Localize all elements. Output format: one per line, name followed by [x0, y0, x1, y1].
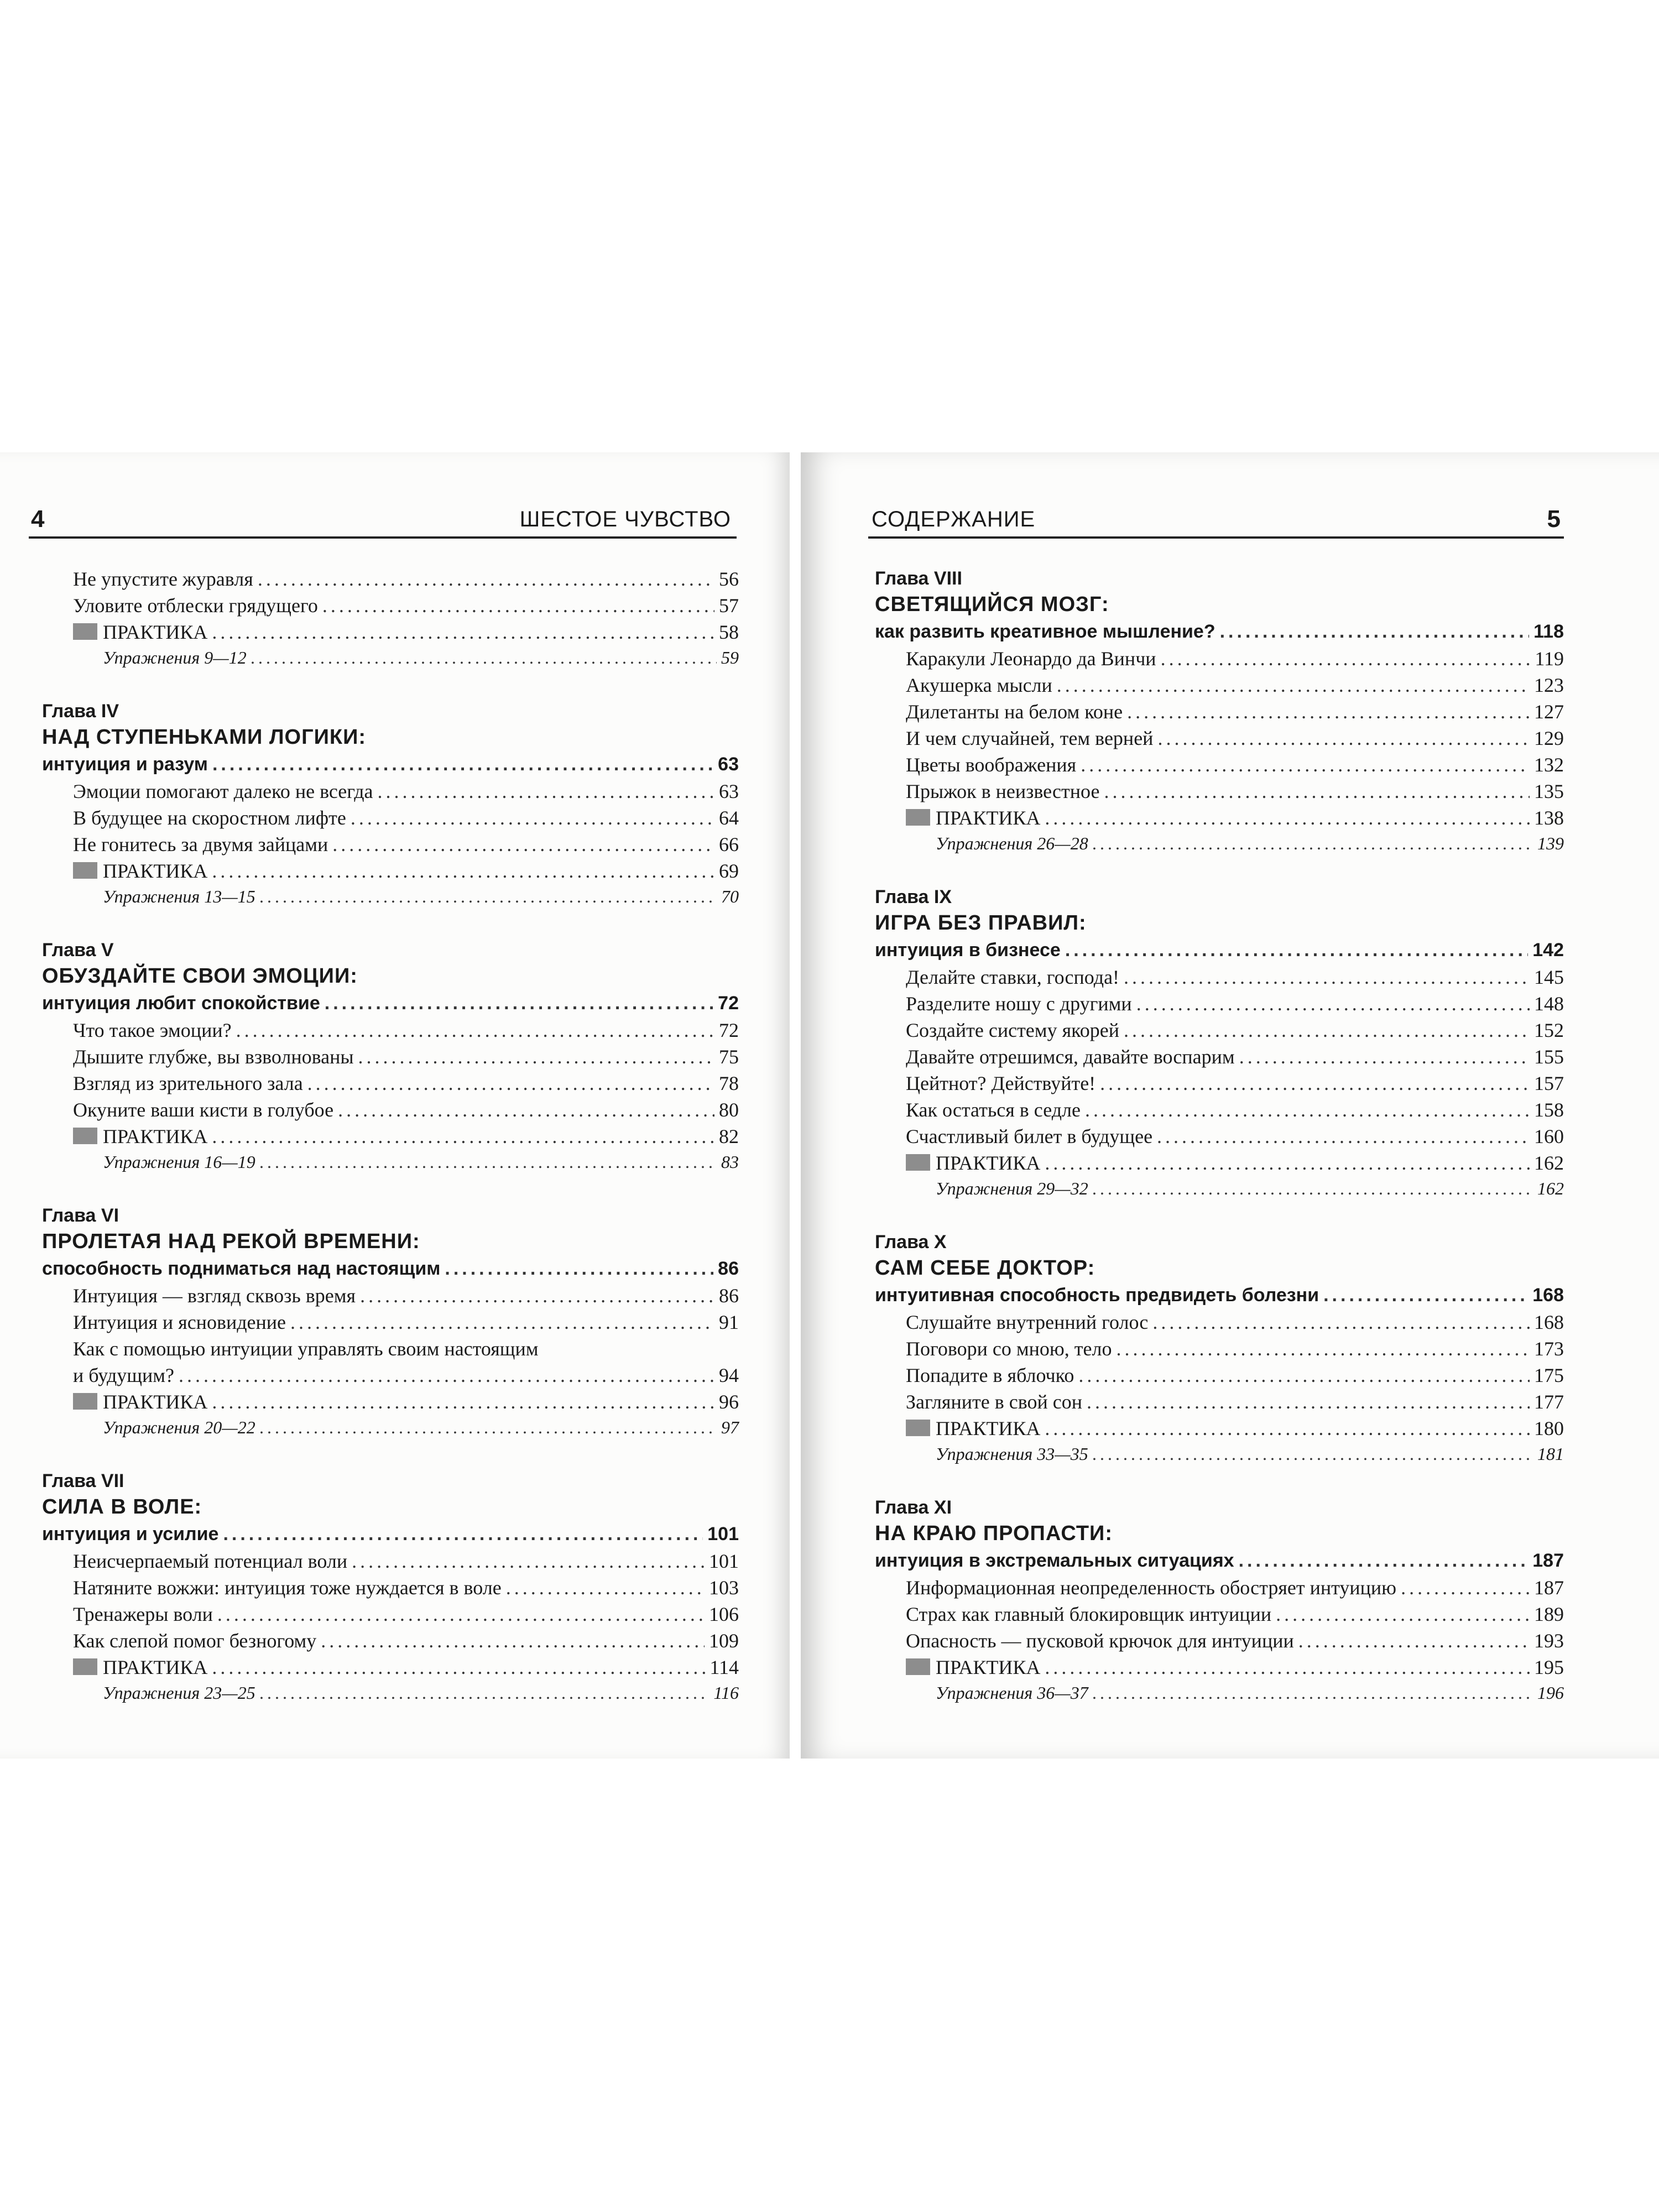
toc-entry: Попадите в яблочко ..... 175 [875, 1362, 1564, 1389]
chapter-title: СИЛА В ВОЛЕ: [42, 1495, 202, 1519]
page-number: 4 [31, 505, 45, 533]
practice-marker-icon [906, 1420, 930, 1436]
chapter-label: Глава VII [42, 1470, 124, 1491]
toc-entry: Опасность — пусковой крючок для интуиции ..... 193 [875, 1627, 1564, 1654]
practice-entry: ПРАКТИКА ..... 162 [875, 1150, 1564, 1176]
chapter-subtitle-entry: способность подниматься над настоящим ..... 86 [42, 1255, 739, 1282]
chapter-subtitle-entry: интуиция и разум ..... 63 [42, 750, 739, 778]
practice-entry: ПРАКТИКА ..... 138 [875, 805, 1564, 831]
chapter-label: Глава XI [875, 1497, 952, 1518]
toc-entry: Эмоции помогают далеко не всегда ..... 63 [42, 778, 739, 805]
exercises-entry: Упражнения 23—25 ..... 116 [42, 1681, 739, 1705]
toc-entry: Дышите глубже, вы взволнованы ..... 75 [42, 1044, 739, 1070]
toc-entry: Как слепой помог безногому ..... 109 [42, 1627, 739, 1654]
toc-entry: Цветы воображения ..... 132 [875, 752, 1564, 778]
practice-entry: ПРАКТИКА ..... 180 [875, 1415, 1564, 1442]
chapter-subtitle-entry: интуиция любит спокойствие ..... 72 [42, 989, 739, 1017]
practice-entry: ПРАКТИКА ..... 195 [875, 1654, 1564, 1681]
toc-entry: Акушерка мысли ..... 123 [875, 672, 1564, 698]
toc-entry: И чем случайней, тем верней ..... 129 [875, 725, 1564, 752]
right-page [801, 452, 1659, 1759]
toc-entry-line: Как с помощью интуиции управлять своим настоящим [73, 1338, 539, 1360]
toc-entry: Цейтнот? Действуйте! ..... 157 [875, 1070, 1564, 1097]
toc-entry: Слушайте внутренний голос ..... 168 [875, 1309, 1564, 1335]
practice-entry: ПРАКТИКА ..... 69 [42, 858, 739, 884]
exercises-entry: Упражнения 9—12 ..... 59 [42, 645, 739, 670]
toc-entry: Не гонитесь за двумя зайцами ..... 66 [42, 831, 739, 858]
chapter-title: СВЕТЯЩИЙСЯ МОЗГ: [875, 593, 1109, 616]
chapter-heading [42, 698, 739, 750]
practice-entry: ПРАКТИКА ..... 58 [42, 619, 739, 645]
chapter-label: Глава V [42, 940, 114, 961]
toc-column [42, 566, 739, 1705]
toc-entry: Счастливый билет в будущее ..... 160 [875, 1123, 1564, 1150]
chapter-title: НА КРАЮ ПРОПАСТИ: [875, 1522, 1113, 1545]
toc-entry: Страх как главный блокировщик интуиции ..... 189 [875, 1601, 1564, 1627]
practice-marker-icon [906, 1658, 930, 1675]
running-head [29, 503, 737, 539]
practice-entry: ПРАКТИКА ..... 96 [42, 1389, 739, 1415]
chapter-heading [875, 1495, 1564, 1547]
toc-entry: Что такое эмоции? ..... 72 [42, 1017, 739, 1044]
toc-entry: Давайте отрешимся, давайте воспарим ..... 155 [875, 1044, 1564, 1070]
toc-column [875, 566, 1564, 1705]
chapter-title: САМ СЕБЕ ДОКТОР: [875, 1256, 1095, 1280]
exercises-entry: Упражнения 16—19 ..... 83 [42, 1150, 739, 1174]
exercises-entry: Упражнения 26—28 ..... 139 [875, 831, 1564, 855]
toc-entry: Разделите ношу с другими ..... 148 [875, 990, 1564, 1017]
toc-entry: Натяните вожжи: интуиция тоже нуждается в воле ..... 103 [42, 1574, 739, 1601]
chapter-heading [42, 1203, 739, 1255]
practice-marker-icon [73, 1128, 97, 1144]
toc-entry: Как остаться в седле ..... 158 [875, 1097, 1564, 1123]
left-page [0, 452, 790, 1759]
toc-entry: Каракули Леонардо да Винчи ..... 119 [875, 645, 1564, 672]
toc-entry: Взгляд из зрительного зала ..... 78 [42, 1070, 739, 1097]
practice-marker-icon [906, 1154, 930, 1171]
running-head [868, 503, 1564, 539]
toc-entry: Загляните в свой сон ..... 177 [875, 1389, 1564, 1415]
toc-entry: Поговори со мною, тело ..... 173 [875, 1335, 1564, 1362]
chapter-label: Глава IV [42, 701, 119, 722]
practice-entry: ПРАКТИКА ..... 82 [42, 1123, 739, 1150]
chapter-label: Глава IX [875, 886, 952, 907]
chapter-subtitle-entry: интуиция в бизнесе ..... 142 [875, 936, 1564, 964]
exercises-entry: Упражнения 29—32 ..... 162 [875, 1176, 1564, 1201]
toc-entry: Создайте систему якорей ..... 152 [875, 1017, 1564, 1044]
exercises-entry: Упражнения 13—15 ..... 70 [42, 884, 739, 909]
chapter-title: ИГРА БЕЗ ПРАВИЛ: [875, 911, 1087, 935]
exercises-entry: Упражнения 20—22 ..... 97 [42, 1415, 739, 1439]
toc-entry: и будущим? ..... 94 [42, 1362, 739, 1389]
toc-entry: Окуните ваши кисти в голубое ..... 80 [42, 1097, 739, 1123]
practice-marker-icon [73, 623, 97, 640]
practice-marker-icon [906, 809, 930, 826]
chapter-subtitle-entry: интуитивная способность предвидеть болезни ..... 168 [875, 1281, 1564, 1309]
chapter-title: ПРОЛЕТАЯ НАД РЕКОЙ ВРЕМЕНИ: [42, 1230, 420, 1253]
toc-entry: Информационная неопределенность обостряет интуицию ..... 187 [875, 1574, 1564, 1601]
toc-entry: Прыжок в неизвестное ..... 135 [875, 778, 1564, 805]
chapter-label: Глава VI [42, 1205, 119, 1226]
toc-entry: Уловите отблески грядущего ..... 57 [42, 592, 739, 619]
practice-marker-icon [73, 1658, 97, 1675]
running-title: ШЕСТОЕ ЧУВСТВО [519, 507, 731, 531]
practice-marker-icon [73, 862, 97, 879]
toc-entry: В будущее на скоростном лифте ..... 64 [42, 805, 739, 831]
toc-entry: Тренажеры воли ..... 106 [42, 1601, 739, 1627]
toc-entry: Интуиция — взгляд сквозь время ..... 86 [42, 1282, 739, 1309]
chapter-title: ОБУЗДАЙТЕ СВОИ ЭМОЦИИ: [42, 964, 358, 988]
chapter-subtitle-entry: как развить креативное мышление? ..... 118 [875, 618, 1564, 645]
practice-entry: ПРАКТИКА ..... 114 [42, 1654, 739, 1681]
chapter-subtitle-entry: интуиция и усилие ..... 101 [42, 1520, 739, 1548]
chapter-title: НАД СТУПЕНЬКАМИ ЛОГИКИ: [42, 726, 367, 749]
running-title: СОДЕРЖАНИЕ [872, 507, 1036, 531]
chapter-heading [42, 937, 739, 989]
practice-marker-icon [73, 1393, 97, 1410]
toc-entry: Интуиция и ясновидение ..... 91 [42, 1309, 739, 1335]
page-number: 5 [1547, 505, 1561, 533]
chapter-label: Глава VIII [875, 568, 962, 589]
toc-entry: Делайте ставки, господа! ..... 145 [875, 964, 1564, 990]
toc-entry: Неисчерпаемый потенциал воли ..... 101 [42, 1548, 739, 1574]
exercises-entry: Упражнения 33—35 ..... 181 [875, 1442, 1564, 1466]
chapter-heading [42, 1468, 739, 1520]
chapter-heading [875, 566, 1564, 618]
chapter-subtitle-entry: интуиция в экстремальных ситуациях ..... 187 [875, 1547, 1564, 1574]
toc-entry: Дилетанты на белом коне ..... 127 [875, 698, 1564, 725]
toc-entry: Не упустите журавля ..... 56 [42, 566, 739, 592]
exercises-entry: Упражнения 36—37 ..... 196 [875, 1681, 1564, 1705]
chapter-heading [875, 1229, 1564, 1281]
chapter-heading [875, 884, 1564, 936]
chapter-label: Глава X [875, 1232, 947, 1253]
